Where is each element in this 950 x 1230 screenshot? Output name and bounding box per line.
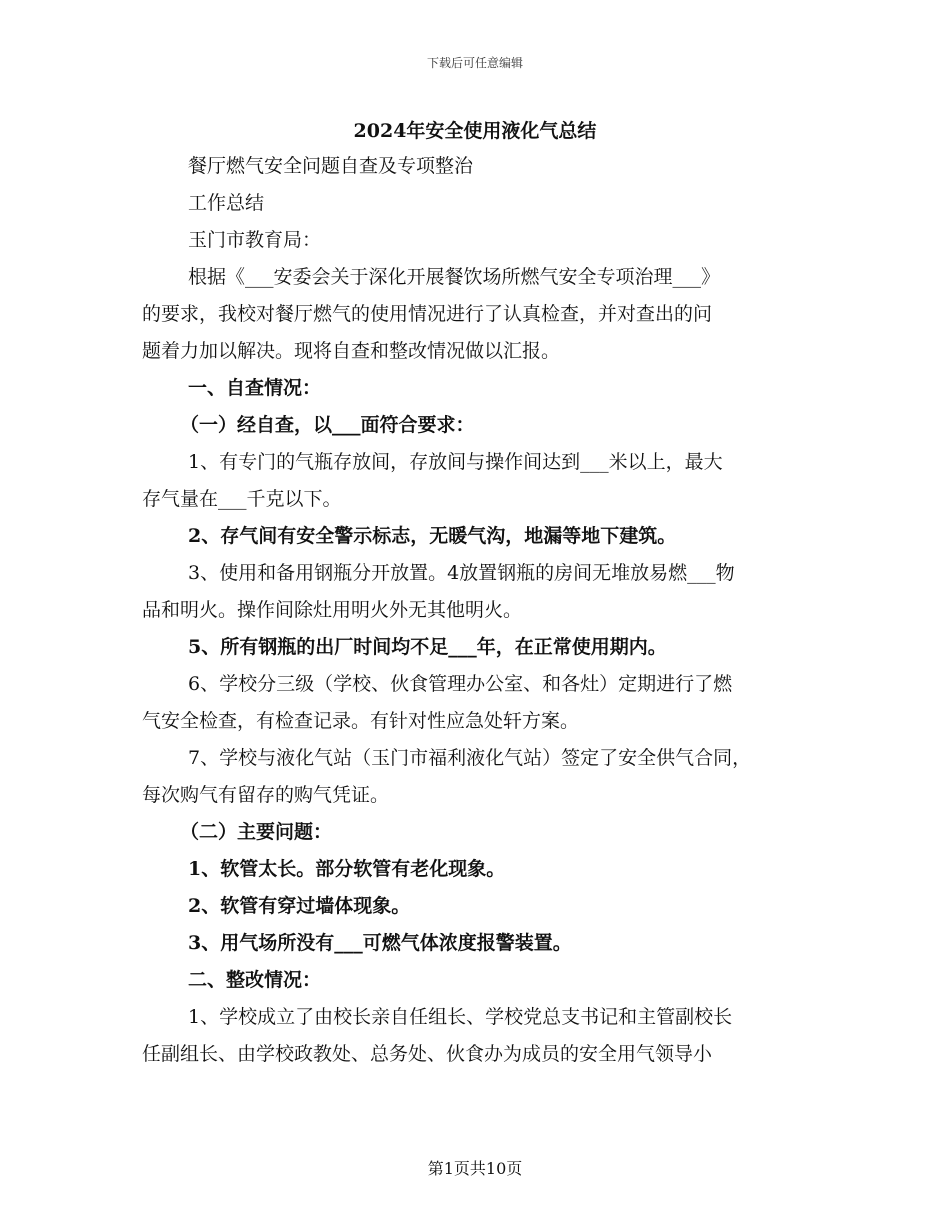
list-item: 1、软管太长。部分软管有老化现象。 xyxy=(188,858,506,880)
list-item: 7、学校与液化气站（玉门市福利液化气站）签定了安全供气合同， xyxy=(188,747,752,769)
list-item: 5、所有钢瓶的出厂时间均不足___年，在正常使用期内。 xyxy=(188,636,667,658)
list-item-cont: 品和明火。操作间除灶用明火外无其他明火。 xyxy=(142,599,523,621)
paragraph-line: 根据《___安委会关于深化开展餐饮场所燃气安全专项治理___》 xyxy=(188,266,721,288)
list-item: 2、软管有穿过墙体现象。 xyxy=(188,895,411,917)
paragraph-line: 的要求，我校对餐厅燃气的使用情况进行了认真检查，并对查出的问 xyxy=(142,303,713,325)
list-item: 6、学校分三级（学校、伙食管理办公室、和各灶）定期进行了燃 xyxy=(188,673,733,695)
list-item: 1、有专门的气瓶存放间，存放间与操作间达到___米以上，最大 xyxy=(188,451,723,473)
document-title: 2024年安全使用液化气总结 xyxy=(353,120,597,142)
paragraph-line: 题着力加以解决。现将自查和整改情况做以汇报。 xyxy=(142,340,561,362)
list-item: 3、使用和备用钢瓶分开放置。4放置钢瓶的房间无堆放易燃___物 xyxy=(188,562,735,584)
section-heading: 二、整改情况： xyxy=(188,969,322,991)
subsection-heading: （一）经自查，以___面符合要求： xyxy=(180,414,475,436)
subsection-heading: （二）主要问题： xyxy=(180,821,333,843)
subtitle-line-1: 餐厅燃气安全问题自查及专项整治 xyxy=(188,155,474,177)
salutation: 玉门市教育局： xyxy=(188,229,322,251)
list-item: 1、学校成立了由校长亲自任组长、学校党总支书记和主管副校长 xyxy=(188,1006,733,1028)
list-item-cont: 存气量在___千克以下。 xyxy=(142,488,342,510)
document-body xyxy=(142,148,822,1073)
list-item-cont: 每次购气有留存的购气凭证。 xyxy=(142,784,390,806)
section-heading: 一、自查情况： xyxy=(188,377,322,399)
list-item-cont: 气安全检查，有检查记录。有针对性应急处轩方案。 xyxy=(142,710,580,732)
page-header: 下载后可任意编辑 xyxy=(426,56,523,70)
list-item-cont: 任副组长、由学校政教处、总务处、伙食办为成员的安全用气领导小 xyxy=(142,1043,713,1065)
subtitle-line-2: 工作总结 xyxy=(188,192,265,214)
page-footer: 第1页共10页 xyxy=(427,1159,523,1178)
list-item: 2、存气间有安全警示标志，无暖气沟，地漏等地下建筑。 xyxy=(188,525,677,547)
list-item: 3、用气场所没有___可燃气体浓度报警装置。 xyxy=(188,932,572,954)
